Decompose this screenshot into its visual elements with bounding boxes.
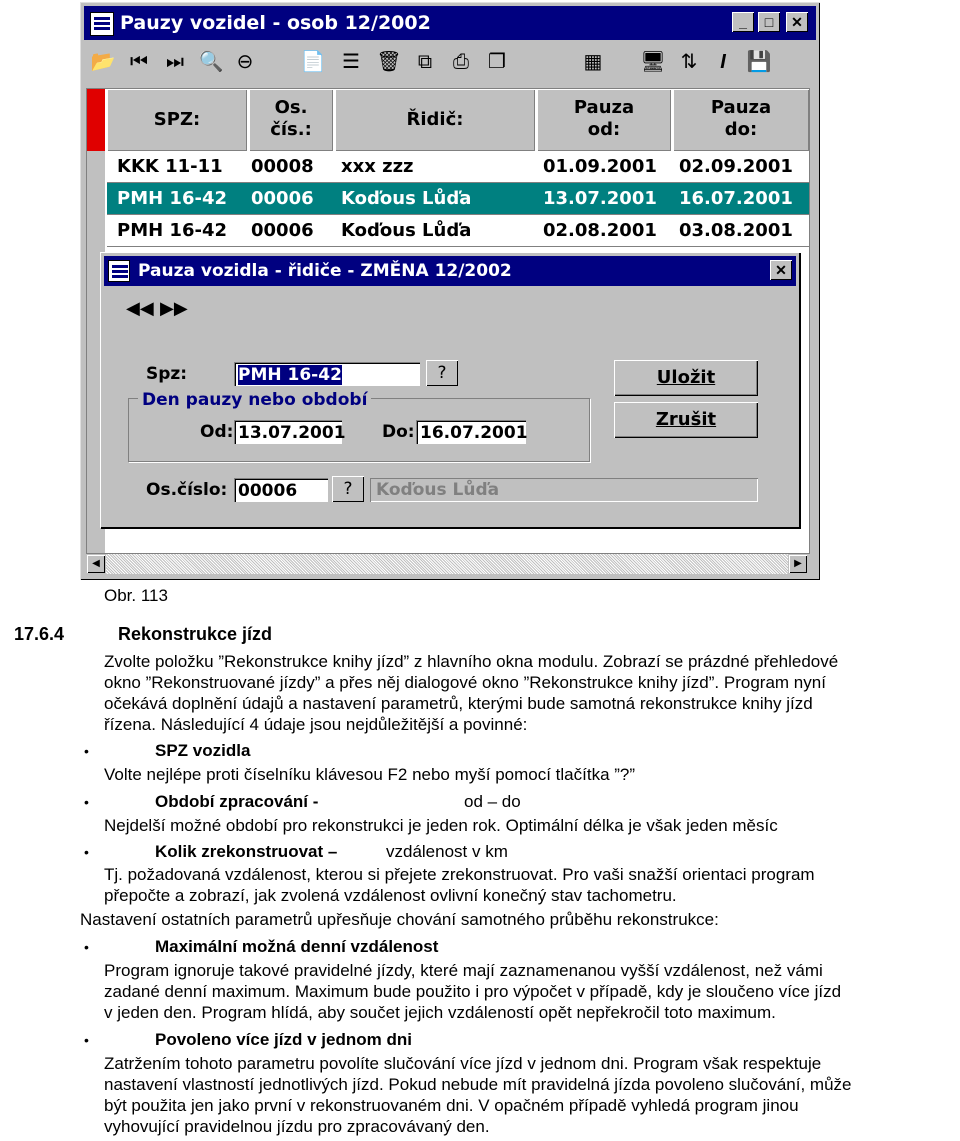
minimize-button[interactable]: _ bbox=[732, 12, 754, 32]
bullet: • bbox=[84, 743, 89, 759]
zoom-out-icon[interactable]: ⊖ bbox=[236, 51, 254, 73]
open-folder-icon[interactable]: 📂 bbox=[90, 51, 116, 73]
bullet-extra: vzdálenost v km bbox=[386, 842, 508, 861]
bullet-desc: v jeden den. Program hlídá, aby součet jejich vzdáleností opět nepřekročil toto maximum. bbox=[104, 1003, 776, 1022]
table-row[interactable]: PMH 16-42 00006 Koďous Lůďa 02.08.2001 03.08.2001 bbox=[107, 215, 809, 247]
od-label: Od: bbox=[200, 422, 234, 442]
bullet-title: Maximální možná denní vzdálenost bbox=[155, 937, 439, 956]
duplicate-icon[interactable]: ❐ bbox=[488, 51, 506, 73]
cancel-button[interactable]: Zrušit bbox=[614, 402, 758, 438]
window-menu-icon[interactable] bbox=[90, 12, 114, 36]
os-cislo-lookup-button[interactable]: ? bbox=[332, 476, 364, 502]
scroll-left-icon[interactable]: ◀ bbox=[87, 555, 105, 573]
paragraph-line: Nastavení ostatních parametrů upřesňuje chování samotného průběhu rekonstrukce: bbox=[80, 910, 719, 929]
bullet-title: Povoleno více jízd v jednom dni bbox=[155, 1030, 412, 1049]
new-document-icon[interactable]: 📄 bbox=[300, 51, 326, 73]
do-label: Do: bbox=[382, 422, 415, 442]
bullet-desc: vyhovující pravidelnou jízdu pro zpracovávaný den. bbox=[104, 1117, 490, 1136]
bullet-extra: od – do bbox=[464, 792, 521, 811]
dialog-close-button[interactable]: ✕ bbox=[770, 260, 792, 280]
do-field[interactable]: 16.07.2001 bbox=[416, 420, 526, 444]
dialog-title: Pauza vozidla - řidiče - ZMĚNA 12/2002 bbox=[138, 261, 512, 281]
os-cislo-field[interactable]: 00006 bbox=[234, 478, 328, 502]
od-field[interactable]: 13.07.2001 bbox=[234, 420, 342, 444]
dialog-menu-icon[interactable] bbox=[108, 260, 130, 282]
driver-name-field: Koďous Lůďa bbox=[370, 478, 758, 502]
horizontal-scrollbar[interactable] bbox=[86, 554, 808, 574]
bullet-title: Kolik zrekonstruovat – bbox=[155, 842, 338, 861]
record-indicator bbox=[87, 89, 105, 151]
spz-label: Spz: bbox=[146, 364, 188, 384]
previous-record-icon[interactable]: ◀◀ bbox=[126, 298, 154, 318]
os-cislo-label: Os.číslo: bbox=[146, 480, 228, 500]
window-titlebar[interactable] bbox=[84, 6, 816, 40]
first-record-icon[interactable]: ⏮ bbox=[130, 51, 148, 73]
bullet-desc: být použita jen jako první v rekonstruovaném dni. V opačném případě vyhledá program jinou bbox=[104, 1096, 799, 1115]
bullet-desc: přepočte a zobrazí, jak zvolená vzdálenost ovlivní konečný stav tachometru. bbox=[104, 886, 677, 905]
section-number: 17.6.4 bbox=[14, 624, 65, 644]
bullet-desc: Zatržením tohoto parametru povolíte slučování více jízd v jednom dni. Program však respektuje bbox=[104, 1054, 822, 1073]
save-icon[interactable]: 💾 bbox=[746, 51, 772, 73]
print-icon[interactable]: ⎙ bbox=[453, 51, 469, 73]
close-button[interactable]: ✕ bbox=[786, 12, 808, 32]
header-spz[interactable]: SPZ: bbox=[107, 89, 247, 151]
header-pauza-do[interactable]: Pauza do: bbox=[673, 89, 809, 151]
bullet: • bbox=[84, 939, 89, 955]
bullet: • bbox=[84, 844, 89, 860]
save-button[interactable]: Uložit bbox=[614, 360, 758, 396]
period-group-label: Den pauzy nebo období bbox=[138, 390, 371, 410]
section-title: Rekonstrukce jízd bbox=[118, 624, 273, 644]
dialog-titlebar[interactable] bbox=[104, 256, 796, 286]
figure-caption: Obr. 113 bbox=[104, 586, 168, 605]
spz-field[interactable]: PMH 16-42 bbox=[234, 362, 420, 386]
maximize-button[interactable]: □ bbox=[758, 12, 780, 32]
header-ridic[interactable]: Řidič: bbox=[335, 89, 535, 151]
computer-icon[interactable]: 🖥 bbox=[640, 51, 666, 73]
paragraph-line: řízena. Následující 4 údaje jsou nejdůležitější a povinné: bbox=[104, 715, 528, 734]
bullet: • bbox=[84, 794, 89, 810]
paragraph-line: okno ”Rekonstruované jízdy” a přes něj dialogové okno ”Rekonstrukce knihy jízd”. Program nyní bbox=[104, 673, 826, 692]
sort-az-icon[interactable]: ⇅ bbox=[680, 51, 698, 73]
search-icon[interactable]: 🔍 bbox=[198, 51, 224, 73]
spz-lookup-button[interactable]: ? bbox=[426, 360, 458, 386]
bullet-desc: nastavení vlastností jednotlivých jízd. Pokud nebude mít pravidelná jízda povoleno slučování, může bbox=[104, 1075, 852, 1094]
paragraph-line: očekává doplnění údajů a nastavení parametrů, kterými bude samotná rekonstrukce knihy jízd bbox=[104, 694, 813, 713]
table-row-selected[interactable]: PMH 16-42 00006 Koďous Lůďa 13.07.2001 16.07.2001 bbox=[107, 183, 809, 215]
bullet-desc: Tj. požadovaná vzdálenost, kterou si přejete zrekonstruovat. Pro vaši snažší orientaci program bbox=[104, 865, 815, 884]
next-record-icon[interactable]: ▶▶ bbox=[160, 298, 188, 318]
bullet-title: Období zpracování - bbox=[155, 792, 319, 811]
table-row[interactable]: KKK 11-11 00008 xxx zzz 01.09.2001 02.09.2001 bbox=[107, 151, 809, 183]
header-pauza-od[interactable]: Pauza od: bbox=[537, 89, 671, 151]
edit-dialog bbox=[100, 252, 800, 528]
delete-icon[interactable]: 🗑 bbox=[376, 51, 402, 73]
bullet-desc: Nejdelší možné období pro rekonstrukci je jeden rok. Optimální délka je však jeden měsíc bbox=[104, 816, 778, 835]
italic-tool-icon[interactable]: I bbox=[720, 51, 726, 73]
bullet-desc: Volte nejlépe proti číselníku klávesou F2 nebo myší pomocí tlačítka ”?” bbox=[104, 765, 636, 784]
bullet: • bbox=[84, 1032, 89, 1048]
toolbar bbox=[86, 44, 814, 82]
last-record-icon[interactable]: ⏭ bbox=[166, 51, 184, 73]
calculator-icon[interactable]: ▦ bbox=[583, 51, 603, 73]
bullet-desc: Program ignoruje takové pravidelné jízdy, které mají zaznamenanou vyšší vzdálenost, než vámi bbox=[104, 961, 823, 980]
scroll-right-icon[interactable]: ▶ bbox=[789, 555, 807, 573]
list-icon[interactable]: ☰ bbox=[342, 51, 360, 73]
bullet-desc: zadané denní maximum. Maximum bude použito i pro výpočet v případě, kdy je sloučeno více jízd bbox=[104, 982, 842, 1001]
window-title: Pauzy vozidel - osob 12/2002 bbox=[120, 12, 431, 34]
header-os-cis[interactable]: Os. čís.: bbox=[249, 89, 333, 151]
bullet-title: SPZ vozidla bbox=[155, 741, 251, 760]
paragraph-line: Zvolte položku ”Rekonstrukce knihy jízd” z hlavního okna modulu. Zobrazí se prázdné přehledové bbox=[104, 652, 839, 671]
scroll-track[interactable] bbox=[106, 554, 788, 574]
copy-icon[interactable]: ⧉ bbox=[417, 51, 433, 73]
